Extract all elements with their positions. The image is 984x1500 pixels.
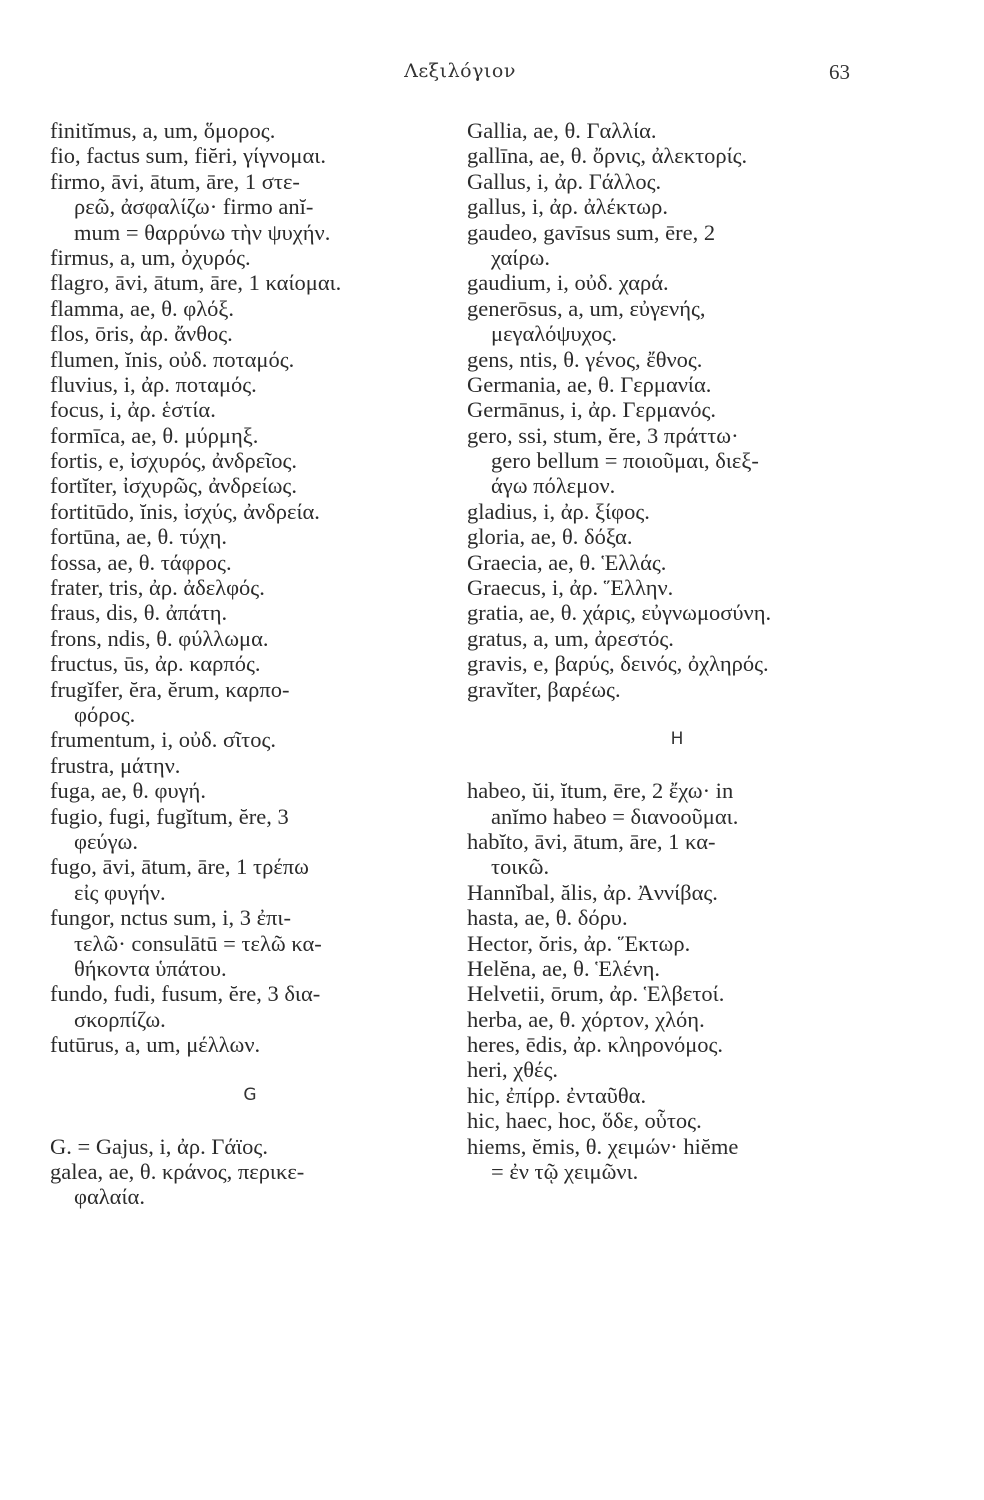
entry-line: herba, ae, θ. χόρτον, χλόη. (467, 1006, 705, 1032)
entry-line: habeo, ŭi, ĭtum, ēre, 2 ἔχω· in (467, 778, 734, 804)
entry-line: fortis, e, ἰσχυρός, ἀνδρεῖος. (50, 448, 298, 474)
entry-line: fugo, āvi, ātum, āre, 1 τρέπω (50, 854, 309, 880)
entry-line: fructus, ūs, ἀρ. καρπός. (50, 651, 261, 677)
entry-line: fortĭter, ἰσχυρῶς, ἀνδρείως. (50, 473, 297, 499)
entry-continuation: mum = θαρρύνω τὴν ψυχήν. (74, 219, 331, 245)
entry-line: gallus, i, ἀρ. ἀλέκτωρ. (467, 194, 668, 220)
entry-line: gens, ntis, θ. γένος, ἔθνος. (467, 346, 703, 372)
entry-line: fortitūdo, ĭnis, ἰσχύς, ἀνδρεία. (50, 498, 320, 524)
entry-line: Graecus, i, ἀρ. Ἕλλην. (467, 575, 674, 601)
entry-line: habĭto, āvi, ātum, āre, 1 κα- (467, 828, 716, 854)
entry-line: gravis, e, βαρύς, δεινός, ὀχληρός. (467, 651, 769, 677)
entry-line: galea, ae, θ. κράνος, περικε- (50, 1159, 305, 1185)
section-gap (50, 1108, 450, 1133)
entry-line: hic, haec, hoc, ὅδε, οὗτος. (467, 1108, 702, 1134)
section-letter-h: H (670, 729, 684, 750)
entry-continuation: τελῶ· consulātū = τελῶ κα- (74, 930, 322, 956)
entry-line: Germania, ae, θ. Γερμανία. (467, 371, 712, 397)
section-gap (467, 702, 887, 727)
left-column (50, 118, 450, 1210)
entry-line: firmus, a, um, ὀχυρός. (50, 244, 251, 270)
entry-continuation: = ἐν τῷ χειμῶνι. (491, 1159, 639, 1185)
entry-line: hiems, ĕmis, θ. χειμών· hiĕme (467, 1133, 739, 1159)
entry-line: gaudium, i, οὐδ. χαρά. (467, 270, 669, 296)
entry-continuation: εἰς φυγήν. (74, 879, 166, 905)
entry-line: G. = Gajus, i, ἀρ. Γάϊος. (50, 1133, 268, 1159)
entry-line: gravĭter, βαρέως. (467, 676, 621, 702)
entry-line: heri, χθές. (467, 1057, 558, 1083)
entry-line: finitĭmus, a, um, ὅμορος. (50, 118, 276, 143)
entry-line: fundo, fudi, fusum, ĕre, 3 δια- (50, 981, 321, 1007)
entry-line: generōsus, a, um, εὐγενής, (467, 295, 706, 321)
entry-line: Gallia, ae, θ. Γαλλία. (467, 118, 657, 143)
entry-line: Germānus, i, ἀρ. Γερμανός. (467, 397, 716, 423)
entry-line: hic, ἐπίρρ. ἐνταῦθα. (467, 1082, 647, 1108)
entry-line: gloria, ae, θ. δόξα. (467, 524, 633, 550)
section-letter-g: G (243, 1084, 257, 1105)
entry-line: Helvetii, ōrum, ἀρ. Ἑλβετοί. (467, 981, 725, 1007)
entry-line: flamma, ae, θ. φλόξ. (50, 295, 235, 321)
entry-continuation: θήκοντα ὑπάτου. (74, 955, 227, 981)
entry-line: fraus, dis, θ. ἀπάτη. (50, 600, 228, 626)
entry-continuation: σκορπίζω. (74, 1006, 166, 1032)
entry-line: futūrus, a, um, μέλλων. (50, 1032, 261, 1058)
right-column (467, 118, 887, 1184)
entry-continuation: anĭmo habeo = διανοοῦμαι. (491, 803, 739, 829)
section-gap (467, 753, 887, 778)
entry-line: gratia, ae, θ. χάρις, εὐγνωμοσύνη. (467, 600, 772, 626)
entry-continuation: άγω πόλεμον. (491, 473, 616, 499)
entry-continuation: φαλαία. (74, 1184, 145, 1210)
entry-continuation: φεύγω. (74, 828, 138, 854)
entry-line: flagro, āvi, ātum, āre, 1 καίομαι. (50, 270, 342, 296)
entry-line: hasta, ae, θ. δόρυ. (467, 905, 628, 931)
entry-continuation: gero bellum = ποιοῦμαι, διεξ- (491, 448, 759, 474)
entry-continuation: χαίρω. (491, 244, 550, 270)
page-number: 63 (829, 60, 850, 84)
entry-line: fugio, fugi, fugĭtum, ĕre, 3 (50, 803, 289, 829)
entry-line: frater, tris, ἀρ. ἀδελφός. (50, 575, 265, 601)
entry-line: gallīna, ae, θ. ὄρνις, ἀλεκτορίς. (467, 143, 748, 169)
entry-line: focus, i, ἀρ. ἑστία. (50, 397, 216, 423)
entry-line: frustra, μάτην. (50, 752, 181, 778)
entry-continuation: τοικῶ. (491, 854, 550, 880)
entry-line: flos, ōris, ἀρ. ἄνθος. (50, 321, 233, 347)
entry-continuation: ρεῶ, ἀσφαλίζω· firmo anĭ- (74, 194, 314, 220)
entry-continuation: φόρος. (74, 701, 136, 727)
entry-line: gero, ssi, stum, ĕre, 3 πράττω· (467, 422, 739, 448)
entry-line: frumentum, i, οὐδ. σῖτος. (50, 727, 276, 753)
entry-line: formīca, ae, θ. μύρμηξ. (50, 422, 259, 448)
entry-line: Hector, ŏris, ἀρ. Ἕκτωρ. (467, 930, 691, 956)
entry-line: flumen, ĭnis, οὐδ. ποταμός. (50, 346, 295, 372)
entry-continuation: μεγαλόψυχος. (491, 321, 617, 347)
entry-line: fossa, ae, θ. τάφρος. (50, 549, 232, 575)
page-header (0, 60, 984, 90)
entry-line: fio, factus sum, fiĕri, γίγνομαι. (50, 143, 326, 169)
entry-line: fungor, nctus sum, i, 3 ἐπι- (50, 905, 291, 931)
entry-line: Graecia, ae, θ. Ἑλλάς. (467, 549, 667, 575)
entry-line: firmo, āvi, ātum, āre, 1 στε- (50, 168, 300, 194)
entry-line: Helĕna, ae, θ. Ἑλένη. (467, 955, 660, 981)
entry-line: Gallus, i, ἀρ. Γάλλος. (467, 168, 662, 194)
entry-line: gladius, i, ἀρ. ξίφος. (467, 498, 650, 524)
running-title: Λεξιλόγιον (404, 60, 516, 82)
entry-line: fortūna, ae, θ. τύχη. (50, 524, 228, 550)
entry-line: heres, ēdis, ἀρ. κληρονόμος. (467, 1032, 724, 1058)
entry-line: fuga, ae, θ. φυγή. (50, 778, 206, 804)
section-gap (50, 1057, 450, 1082)
entry-line: frugĭfer, ĕra, ĕrum, καρπο- (50, 676, 290, 702)
entry-line: gratus, a, um, ἀρεστός. (467, 625, 674, 651)
entry-line: Hannĭbal, ălis, ἀρ. Ἀννίβας. (467, 879, 718, 905)
entry-line: fluvius, i, ἀρ. ποταμός. (50, 371, 257, 397)
entry-line: frons, ndis, θ. φύλλωμα. (50, 625, 269, 651)
entry-line: gaudeo, gavīsus sum, ēre, 2 (467, 219, 716, 245)
